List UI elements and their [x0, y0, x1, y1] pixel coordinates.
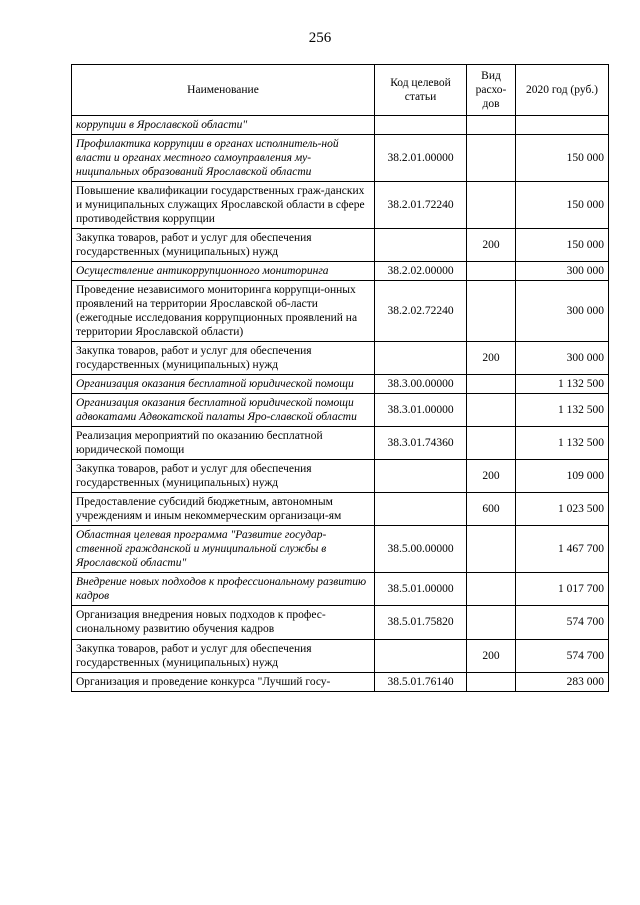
- cell-code: 38.3.01.00000: [375, 394, 467, 427]
- cell-kind: 600: [467, 493, 516, 526]
- cell-name: Осуществление антикоррупционного мониторинга: [72, 262, 375, 281]
- table-row: [72, 460, 609, 493]
- cell-code: 38.2.02.72240: [375, 281, 467, 342]
- cell-kind: 200: [467, 639, 516, 672]
- table-row: [72, 135, 609, 182]
- cell-sum: 1 467 700: [516, 526, 609, 573]
- header-sum: 2020 год (руб.): [516, 65, 609, 116]
- table-body: [72, 116, 609, 692]
- table-row: [72, 375, 609, 394]
- cell-sum: 150 000: [516, 135, 609, 182]
- cell-sum: 283 000: [516, 672, 609, 691]
- cell-kind: 200: [467, 460, 516, 493]
- header-name: Наименование: [72, 65, 375, 116]
- cell-kind: [467, 116, 516, 135]
- cell-code: 38.5.00.00000: [375, 526, 467, 573]
- cell-code: 38.5.01.75820: [375, 606, 467, 639]
- cell-name: Закупка товаров, работ и услуг для обеспечения государственных (муниципальных) нужд: [72, 342, 375, 375]
- table-row: [72, 606, 609, 639]
- cell-code: [375, 229, 467, 262]
- table-row: [72, 229, 609, 262]
- cell-kind: [467, 135, 516, 182]
- cell-name: Внедрение новых подходов к профессиональному развитию кадров: [72, 573, 375, 606]
- table-row: [72, 116, 609, 135]
- budget-table: [71, 64, 609, 692]
- cell-name: Организация внедрения новых подходов к профес-сиональному развитию обучения кадров: [72, 606, 375, 639]
- cell-code: 38.2.01.00000: [375, 135, 467, 182]
- header-kind: Вид расхо-дов: [467, 65, 516, 116]
- header-code: Код целевой статьи: [375, 65, 467, 116]
- cell-sum: 1 023 500: [516, 493, 609, 526]
- cell-sum: [516, 116, 609, 135]
- cell-sum: 1 132 500: [516, 394, 609, 427]
- cell-kind: [467, 606, 516, 639]
- cell-name: Профилактика коррупции в органах исполнитель-ной власти и органах местного самоуправления му-ниципальных образований Ярославской области: [72, 135, 375, 182]
- page-number: 256: [308, 30, 332, 46]
- cell-sum: 300 000: [516, 262, 609, 281]
- cell-sum: 109 000: [516, 460, 609, 493]
- cell-name: коррупции в Ярославской области": [72, 116, 375, 135]
- cell-code: [375, 116, 467, 135]
- cell-name: Реализация мероприятий по оказанию бесплатной юридической помощи: [72, 427, 375, 460]
- cell-kind: [467, 182, 516, 229]
- cell-kind: 200: [467, 229, 516, 262]
- cell-code: 38.5.01.76140: [375, 672, 467, 691]
- table-row: [72, 281, 609, 342]
- cell-kind: [467, 526, 516, 573]
- cell-kind: [467, 262, 516, 281]
- table-header-row: [72, 65, 609, 116]
- cell-name: Организация оказания бесплатной юридической помощи адвокатами Адвокатской палаты Яро-славской области: [72, 394, 375, 427]
- cell-name: Организация оказания бесплатной юридической помощи: [72, 375, 375, 394]
- cell-name: Организация и проведение конкурса "Лучший госу-: [72, 672, 375, 691]
- cell-sum: 1 132 500: [516, 427, 609, 460]
- cell-kind: [467, 281, 516, 342]
- table-row: [72, 262, 609, 281]
- cell-code: [375, 493, 467, 526]
- cell-name: Предоставление субсидий бюджетным, автономным учреждениям и иным некоммерческим организаци-ям: [72, 493, 375, 526]
- cell-sum: 1 132 500: [516, 375, 609, 394]
- cell-code: 38.3.00.00000: [375, 375, 467, 394]
- cell-code: 38.3.01.74360: [375, 427, 467, 460]
- cell-kind: [467, 427, 516, 460]
- cell-kind: [467, 394, 516, 427]
- cell-sum: 150 000: [516, 182, 609, 229]
- cell-sum: 150 000: [516, 229, 609, 262]
- cell-code: 38.2.02.00000: [375, 262, 467, 281]
- cell-code: [375, 460, 467, 493]
- table-row: [72, 526, 609, 573]
- cell-name: Закупка товаров, работ и услуг для обеспечения государственных (муниципальных) нужд: [72, 229, 375, 262]
- cell-code: [375, 639, 467, 672]
- table-row: [72, 493, 609, 526]
- cell-name: Повышение квалификации государственных граж-данских и муниципальных служащих Ярославской области в сфере противодействия коррупции: [72, 182, 375, 229]
- table-row: [72, 639, 609, 672]
- table-row: [72, 342, 609, 375]
- cell-code: 38.2.01.72240: [375, 182, 467, 229]
- cell-kind: 200: [467, 342, 516, 375]
- cell-name: Закупка товаров, работ и услуг для обеспечения государственных (муниципальных) нужд: [72, 460, 375, 493]
- table-row: [72, 573, 609, 606]
- cell-name: Областная целевая программа "Развитие государ-ственной гражданской и муниципальной службы в Ярославской области": [72, 526, 375, 573]
- cell-sum: 300 000: [516, 342, 609, 375]
- cell-kind: [467, 672, 516, 691]
- table-row: [72, 394, 609, 427]
- cell-name: Проведение независимого мониторинга коррупци-онных проявлений на территории Ярославской об-ласти (ежегодные исследования коррупционных проявлений на территории Ярославской области): [72, 281, 375, 342]
- table-row: [72, 427, 609, 460]
- table-row: [72, 672, 609, 691]
- cell-sum: 574 700: [516, 606, 609, 639]
- cell-sum: 1 017 700: [516, 573, 609, 606]
- cell-code: 38.5.01.00000: [375, 573, 467, 606]
- cell-sum: 574 700: [516, 639, 609, 672]
- cell-sum: 300 000: [516, 281, 609, 342]
- cell-code: [375, 342, 467, 375]
- cell-name: Закупка товаров, работ и услуг для обеспечения государственных (муниципальных) нужд: [72, 639, 375, 672]
- cell-kind: [467, 375, 516, 394]
- cell-kind: [467, 573, 516, 606]
- table-row: [72, 182, 609, 229]
